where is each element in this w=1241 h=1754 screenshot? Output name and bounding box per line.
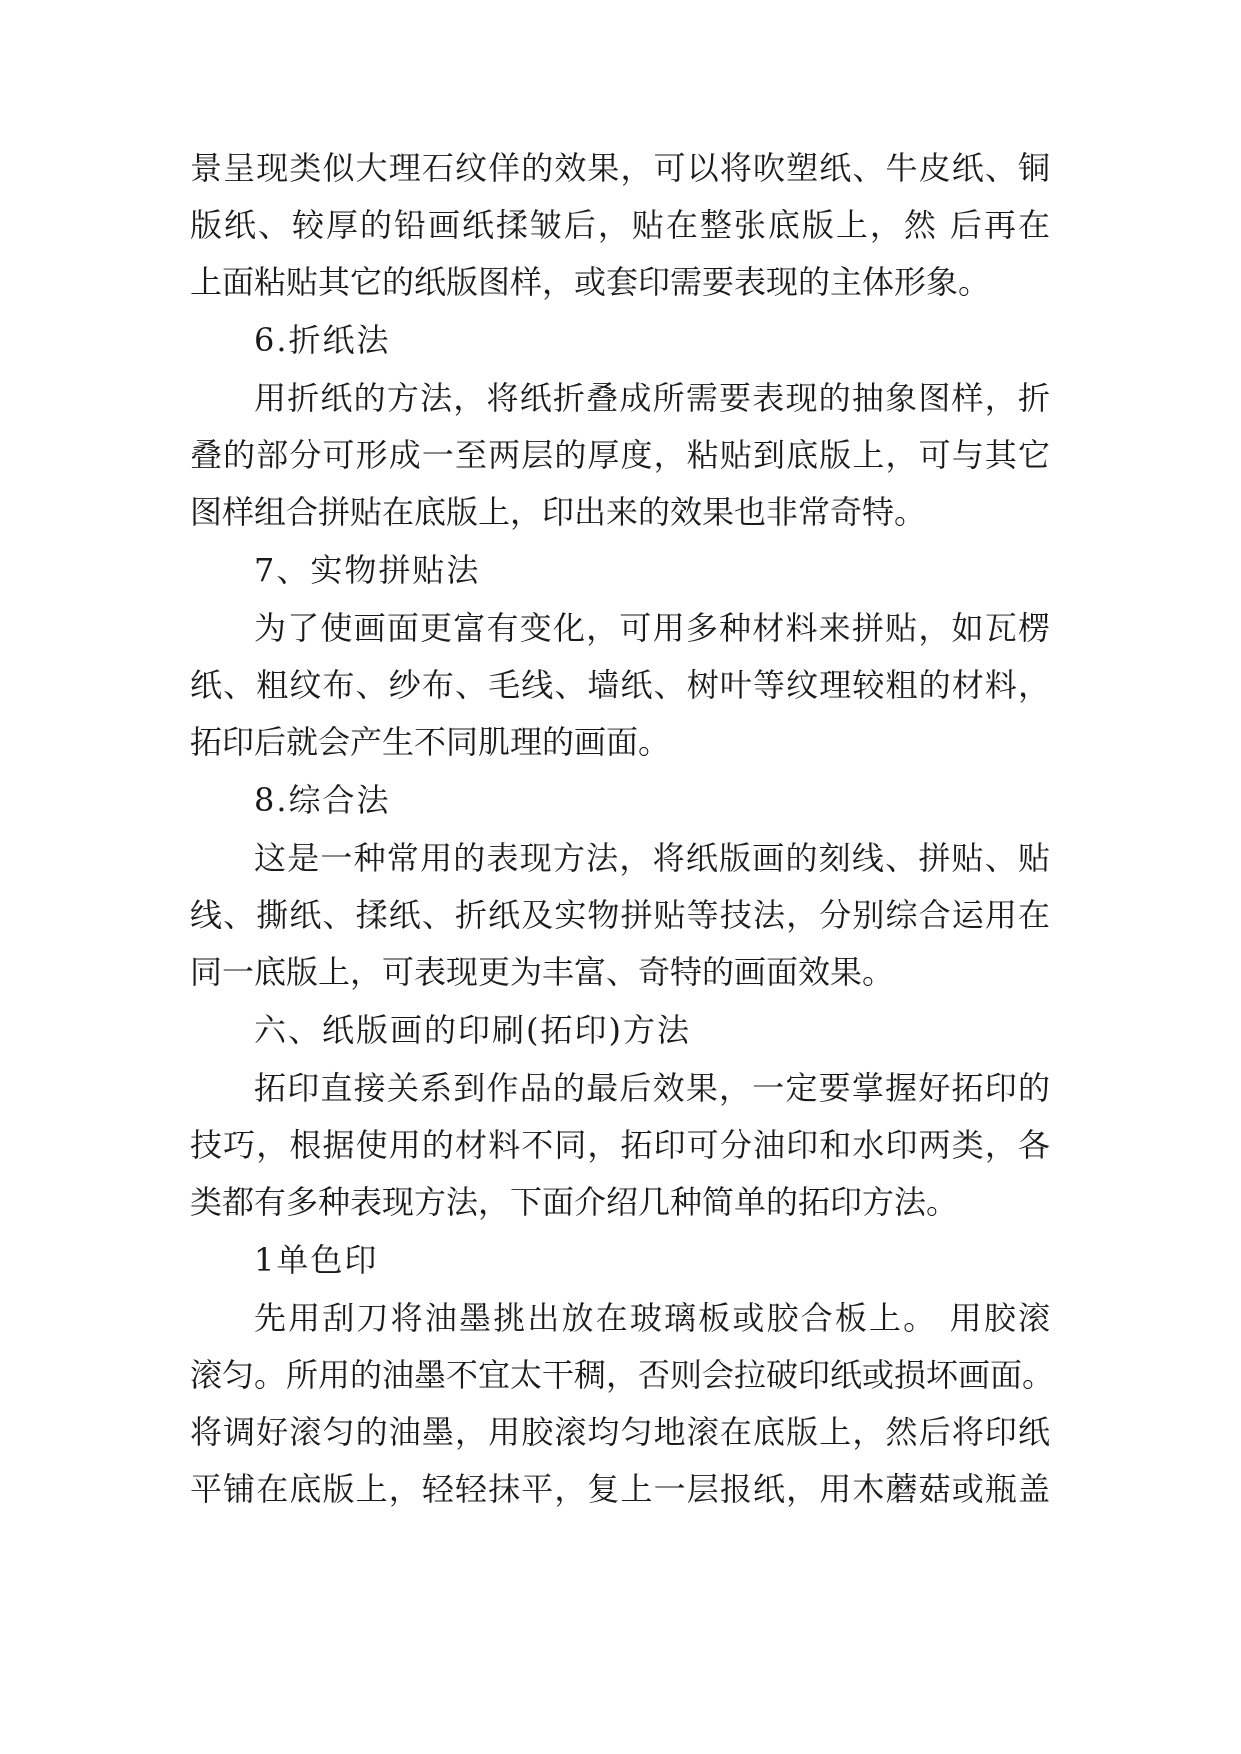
paragraph-line: 用折纸的方法，将纸折叠成所需要表现的抽象图样，折 <box>254 379 1050 417</box>
paragraph-line: 技巧，根据使用的材料不同，拓印可分油印和水印两类，各 <box>190 1126 1050 1164</box>
paragraph-line: 版纸、较厚的铅画纸揉皱后，贴在整张底版上，然 后再在 <box>190 206 1050 244</box>
paragraph-line: 图样组合拼贴在底版上，印出来的效果也非常奇特。 <box>190 493 927 531</box>
section-heading: 1单色印 <box>254 1241 379 1279</box>
paragraph-line: 纸、粗纹布、纱布、毛线、墙纸、树叶等纹理较粗的材料， <box>190 666 1050 704</box>
paragraph-line: 将调好滚匀的油墨，用胶滚均匀地滚在底版上，然后将印纸 <box>190 1413 1050 1451</box>
section-heading: 六、纸版画的印刷(拓印)方法 <box>254 1011 691 1049</box>
section-heading: 7、实物拼贴法 <box>254 551 481 589</box>
paragraph-line: 上面粘贴其它的纸版图样，或套印需要表现的主体形象。 <box>190 263 991 301</box>
paragraph-line: 为了使画面更富有变化，可用多种材料来拼贴，如瓦楞 <box>254 609 1050 647</box>
paragraph-line: 叠的部分可形成一至两层的厚度，粘贴到底版上，可与其它 <box>190 436 1050 474</box>
paragraph-line: 这是一种常用的表现方法，将纸版画的刻线、拼贴、贴 <box>254 839 1050 877</box>
paragraph-line: 线、撕纸、揉纸、折纸及实物拼贴等技法，分别综合运用在 <box>190 896 1050 934</box>
paragraph-line: 先用刮刀将油墨挑出放在玻璃板或胶合板上。 用胶滚 <box>254 1299 1050 1337</box>
paragraph-line: 同一底版上，可表现更为丰富、奇特的画面效果。 <box>190 953 895 991</box>
section-heading: 6.折纸法 <box>254 321 391 359</box>
section-heading: 8.综合法 <box>254 781 391 819</box>
paragraph-line: 拓印直接关系到作品的最后效果，一定要掌握好拓印的 <box>254 1069 1050 1107</box>
paragraph-line: 滚匀。所用的油墨不宜太干稠，否则会拉破印纸或损坏画面。 <box>190 1356 1055 1394</box>
paragraph-line: 景呈现类似大理石纹佯的效果，可以将吹塑纸、牛皮纸、铜 <box>190 149 1050 187</box>
paragraph-line: 拓印后就会产生不同肌理的画面。 <box>190 723 671 761</box>
paragraph-line: 类都有多种表现方法，下面介绍几种简单的拓印方法。 <box>190 1183 959 1221</box>
paragraph-line: 平铺在底版上，轻轻抹平，复上一层报纸，用木蘑菇或瓶盖 <box>190 1470 1050 1508</box>
